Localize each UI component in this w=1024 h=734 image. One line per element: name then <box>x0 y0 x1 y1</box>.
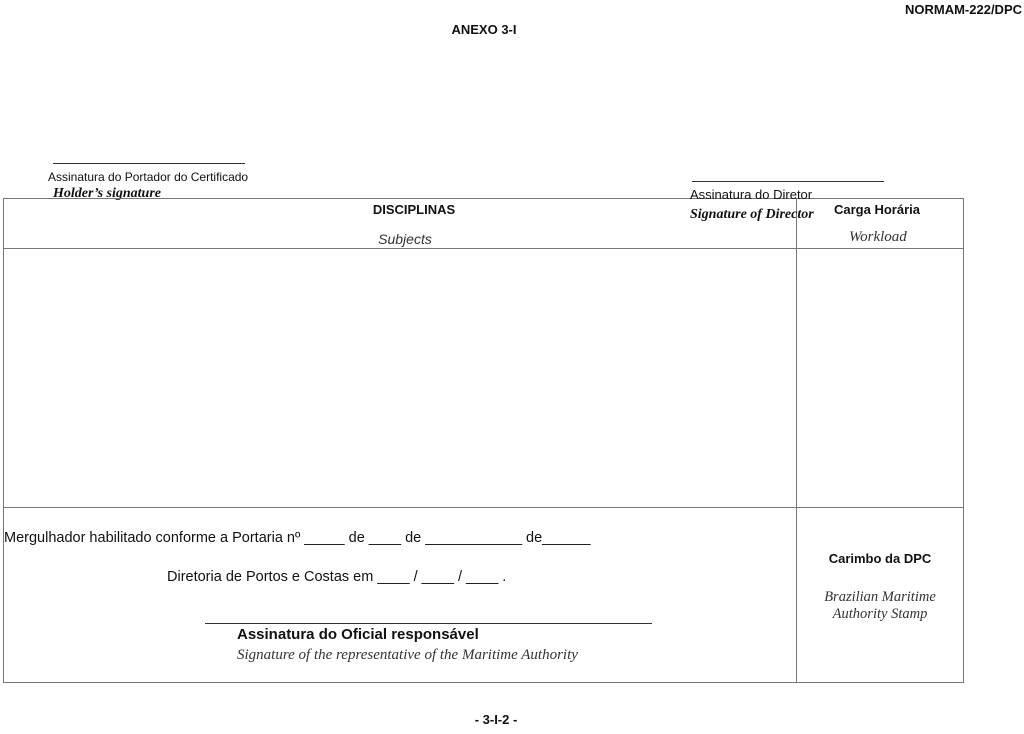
workload-cell <box>797 249 963 507</box>
declaration-line: Mergulhador habilitado conforme a Portaria nº _____ de ____ de ____________ de______ <box>4 530 591 546</box>
body-row-divider <box>4 507 963 508</box>
subjects-header-en: Subjects <box>378 231 432 247</box>
document-code: NORMAM-222/DPC <box>904 2 1022 17</box>
official-signature-line <box>205 623 652 624</box>
director-signature-line <box>692 181 884 182</box>
subjects-cell <box>4 249 796 507</box>
director-signature-label: Assinatura do Diretor <box>690 187 813 202</box>
stamp-label-en-line2: Authority Stamp <box>832 606 928 622</box>
holder-signature-label: Assinatura do Portador do Certificado <box>48 170 249 184</box>
official-signature-label: Assinatura do Oficial responsável <box>237 626 479 643</box>
stamp-label-en <box>797 589 963 623</box>
stamp-label-en-line1: Brazilian Maritime <box>824 589 936 605</box>
workload-header-en: Workload <box>849 229 907 245</box>
holder-signature-line <box>53 163 245 164</box>
holder-signature-label-en: Holder’s signature <box>53 186 161 201</box>
subjects-table <box>3 198 964 683</box>
subjects-header: DISCIPLINAS <box>372 202 456 217</box>
director-signature-label-en: Signature of Director <box>690 207 814 222</box>
annex-title: ANEXO 3-I <box>451 22 517 37</box>
dpc-date-line: Diretoria de Portos e Costas em ____ / ____ / ____ . <box>167 569 507 585</box>
workload-header: Carga Horária <box>834 202 920 217</box>
page-number: - 3-I-2 - <box>474 712 518 727</box>
stamp-label: Carimbo da DPC <box>828 551 932 566</box>
official-signature-label-en: Signature of the representative of the Maritime Authority <box>237 647 578 663</box>
